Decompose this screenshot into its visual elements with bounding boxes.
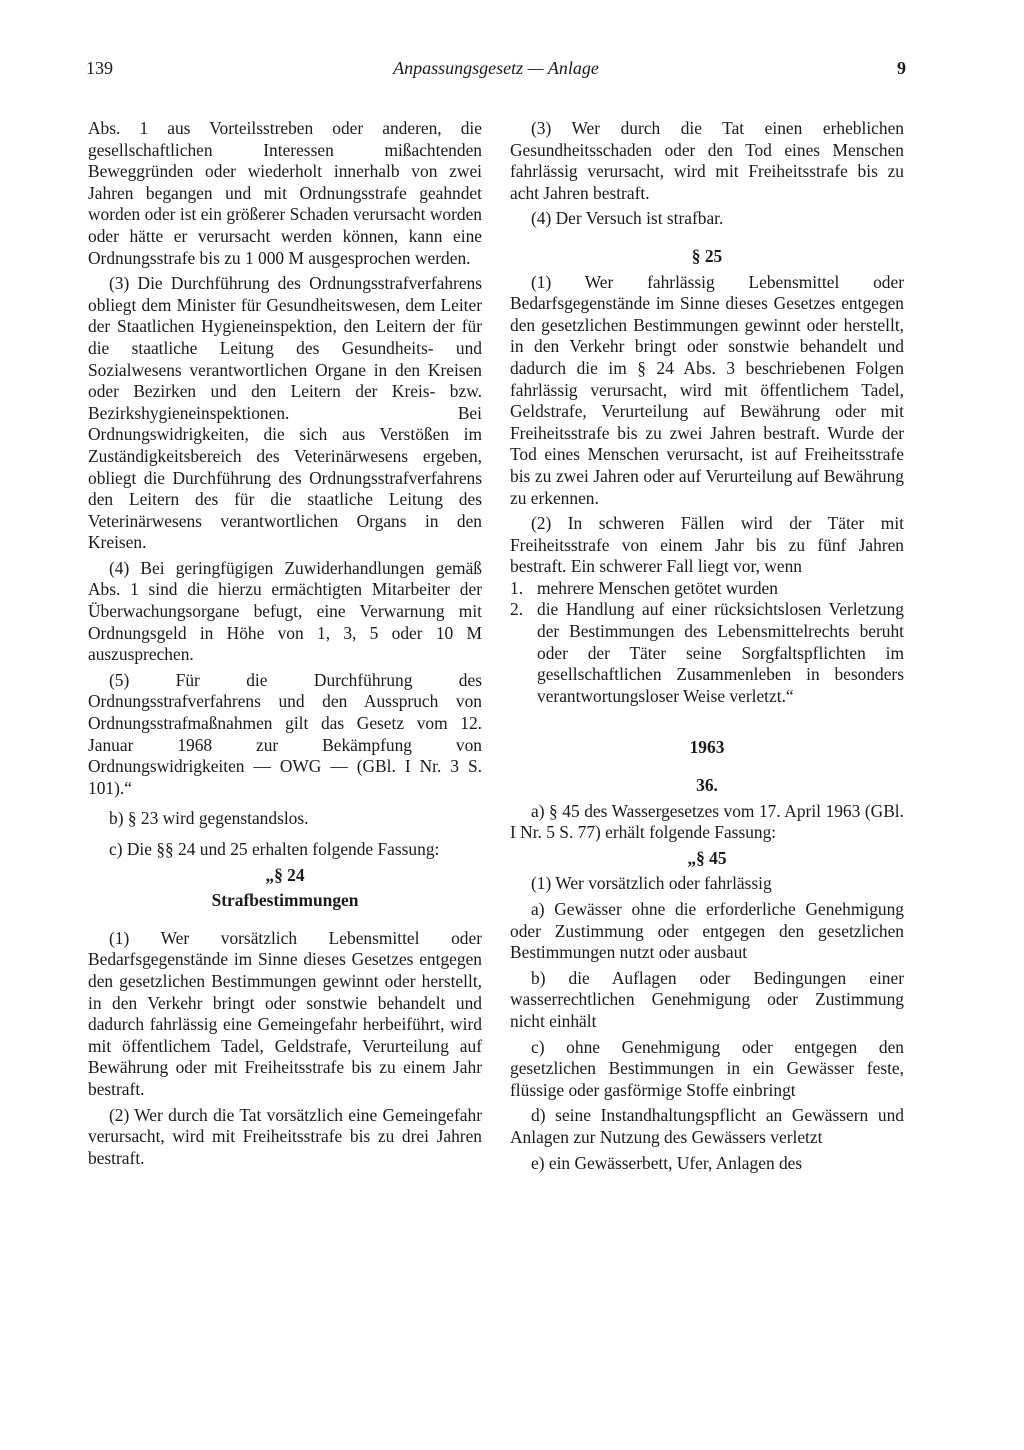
paragraph-continuation: Abs. 1 aus Vorteilsstreben oder anderen, die gesellschaftlichen Interessen mißachtenden Beweggründen oder wiederholt innerhalb von zwei Jahren begangen und mit Ordnungsstrafe geahndet worden oder ist ein größerer Schaden verursacht worden oder hätte er verursacht werden können, kann eine Ordnungsstrafe bis zu 1 000 M ausgesprochen werden. bbox=[88, 118, 482, 268]
section-heading: „§ 24 bbox=[265, 864, 305, 885]
paragraph: (2) In schweren Fällen wird der Täter mit Freiheitsstrafe von einem Jahr bis zu fünf Jahren bestraft. Ein schwerer Fall liegt vor, wenn bbox=[510, 513, 904, 577]
paragraph: c) ohne Genehmigung oder entgegen den gesetzlichen Bestimmungen in ein Gewässer feste, flüssige oder gasförmige Stoffe einbringt bbox=[510, 1036, 904, 1100]
paragraph: a) Gewässer ohne die erforderliche Genehmigung oder Zustimmung oder entgegen den gesetzlichen Bestimmungen nutzt oder ausbaut bbox=[510, 899, 904, 963]
paragraph: (3) Wer durch die Tat einen erheblichen Gesundheitsschaden oder den Tod eines Menschen fahrlässig verursacht, wird mit Freiheitsstrafe bis zu acht Jahren bestraft. bbox=[510, 118, 904, 203]
section-heading: 36. bbox=[696, 775, 718, 796]
list-item-text: mehrere Menschen getötet wurden bbox=[537, 577, 778, 598]
gazette-number: 9 bbox=[897, 58, 906, 78]
paragraph: (4) Der Versuch ist strafbar. bbox=[531, 208, 724, 229]
list-item-label: 1. bbox=[510, 577, 524, 598]
list-item bbox=[510, 599, 904, 707]
paragraph: (1) Wer fahrlässig Lebensmittel oder Bedarfsgegenstände im Sinne dieses Gesetzes entgegen den gesetzlichen Bestimmungen gewinnt oder herstellt, in den Verkehr bringt oder sonstwie behandelt und dadurch die im § 24 Abs. 3 beschriebenen Folgen fahrlässig verursacht, wird mit öffentlichem Tadel, Geldstrafe, Verurteilung auf Bewährung oder mit Freiheitsstrafe bis zu zwei Jahren bestraft. Wurde der Tod eines Menschen verursacht, ist auf Freiheitsstrafe bis zu zwei Jahren oder auf Verurteilung auf Bewährung zu erkennen. bbox=[510, 271, 904, 508]
paragraph: c) Die §§ 24 und 25 erhalten folgende Fassung: bbox=[109, 839, 440, 859]
list-item bbox=[510, 578, 904, 600]
paragraph: e) ein Gewässerbett, Ufer, Anlagen des bbox=[531, 1152, 803, 1173]
list-item-label: 2. bbox=[510, 599, 524, 620]
section-heading: § 25 bbox=[691, 245, 723, 266]
left-column bbox=[88, 118, 482, 1169]
page-number: 139 bbox=[86, 58, 113, 78]
right-column bbox=[510, 118, 904, 1174]
section-heading: „§ 45 bbox=[687, 847, 727, 868]
list-item-text: die Handlung auf einer rücksichtslosen Verletzung der Bestimmungen des Lebensmittelrechts beruht oder der Täter seine Sorgfaltspflichten im gesellschaftlichen Zusammenleben in besonders verantwortungsloser Weise verletzt.“ bbox=[537, 599, 904, 706]
paragraph: d) seine Instandhaltungspflicht an Gewässern und Anlagen zur Nutzung des Gewässers verletzt bbox=[510, 1105, 904, 1147]
paragraph: (2) Wer durch die Tat vorsätzlich eine Gemeingefahr verursacht, wird mit Freiheitsstrafe bis zu drei Jahren bestraft. bbox=[88, 1104, 482, 1168]
paragraph: b) § 23 wird gegenstandslos. bbox=[109, 808, 309, 829]
section-heading: 1963 bbox=[689, 737, 725, 758]
paragraph: a) § 45 des Wassergesetzes vom 17. April 1963 (GBl. I Nr. 5 S. 77) erhält folgende Fassung: bbox=[510, 800, 904, 843]
paragraph: (3) Die Durchführung des Ordnungsstrafverfahrens obliegt dem Minister für Gesundheitswesen, dem Leiter der Staatlichen Hygieneinspektion, den Leitern der für die staatliche Leitung des Gesundheits- und Sozialwesens verantwortlichen Organe in den Kreisen oder Bezirken und den Leitern der Kreis- bzw. Bezirkshygieneinspektionen. Bei Ordnungswidrigkeiten, die sich aus Verstößen im Zuständigkeitsbereich des Veterinärwesens ergeben, obliegt die Durchführung des Ordnungsstrafverfahrens den Leitern des für die staatliche Leitung des Veterinärwesens verantwortlichen Organs in den Kreisen. bbox=[88, 273, 482, 553]
paragraph: (4) Bei geringfügigen Zuwiderhandlungen gemäß Abs. 1 sind die hierzu ermächtigten Mitarbeiter der Überwachungsorgane befugt, eine Verwarnung mit Ordnungsgeld in Höhe von 1, 3, 5 oder 10 M auszusprechen. bbox=[88, 557, 482, 665]
section-heading: Strafbestimmungen bbox=[211, 890, 359, 911]
paragraph: b) die Auflagen oder Bedingungen einer wasserrechtlichen Genehmigung oder Zustimmung nicht einhält bbox=[510, 967, 904, 1031]
paragraph: (1) Wer vorsätzlich oder fahrlässig bbox=[531, 873, 772, 894]
paragraph: (1) Wer vorsätzlich Lebensmittel oder Bedarfsgegenstände im Sinne dieses Gesetzes entgegen den gesetzlichen Bestimmungen gewinnt oder herstellt, in den Verkehr bringt oder sonstwie behandelt und dadurch fahrlässig eine Gemeingefahr herbeiführt, wird mit öffentlichem Tadel, Geldstrafe, Verurteilung auf Bewährung oder mit Freiheitsstrafe bis zu einem Jahr bestraft. bbox=[88, 927, 482, 1099]
running-title: Anpassungsgesetz — Anlage bbox=[393, 58, 599, 78]
page-header bbox=[86, 58, 906, 82]
paragraph: (5) Für die Durchführung des Ordnungsstrafverfahrens und den Ausspruch von Ordnungsstrafmaßnahmen gilt das Gesetz vom 12. Januar 1968 zur Bekämpfung von Ordnungswidrigkeiten — OWG — (GBl. I Nr. 3 S. 101).“ bbox=[88, 669, 482, 798]
